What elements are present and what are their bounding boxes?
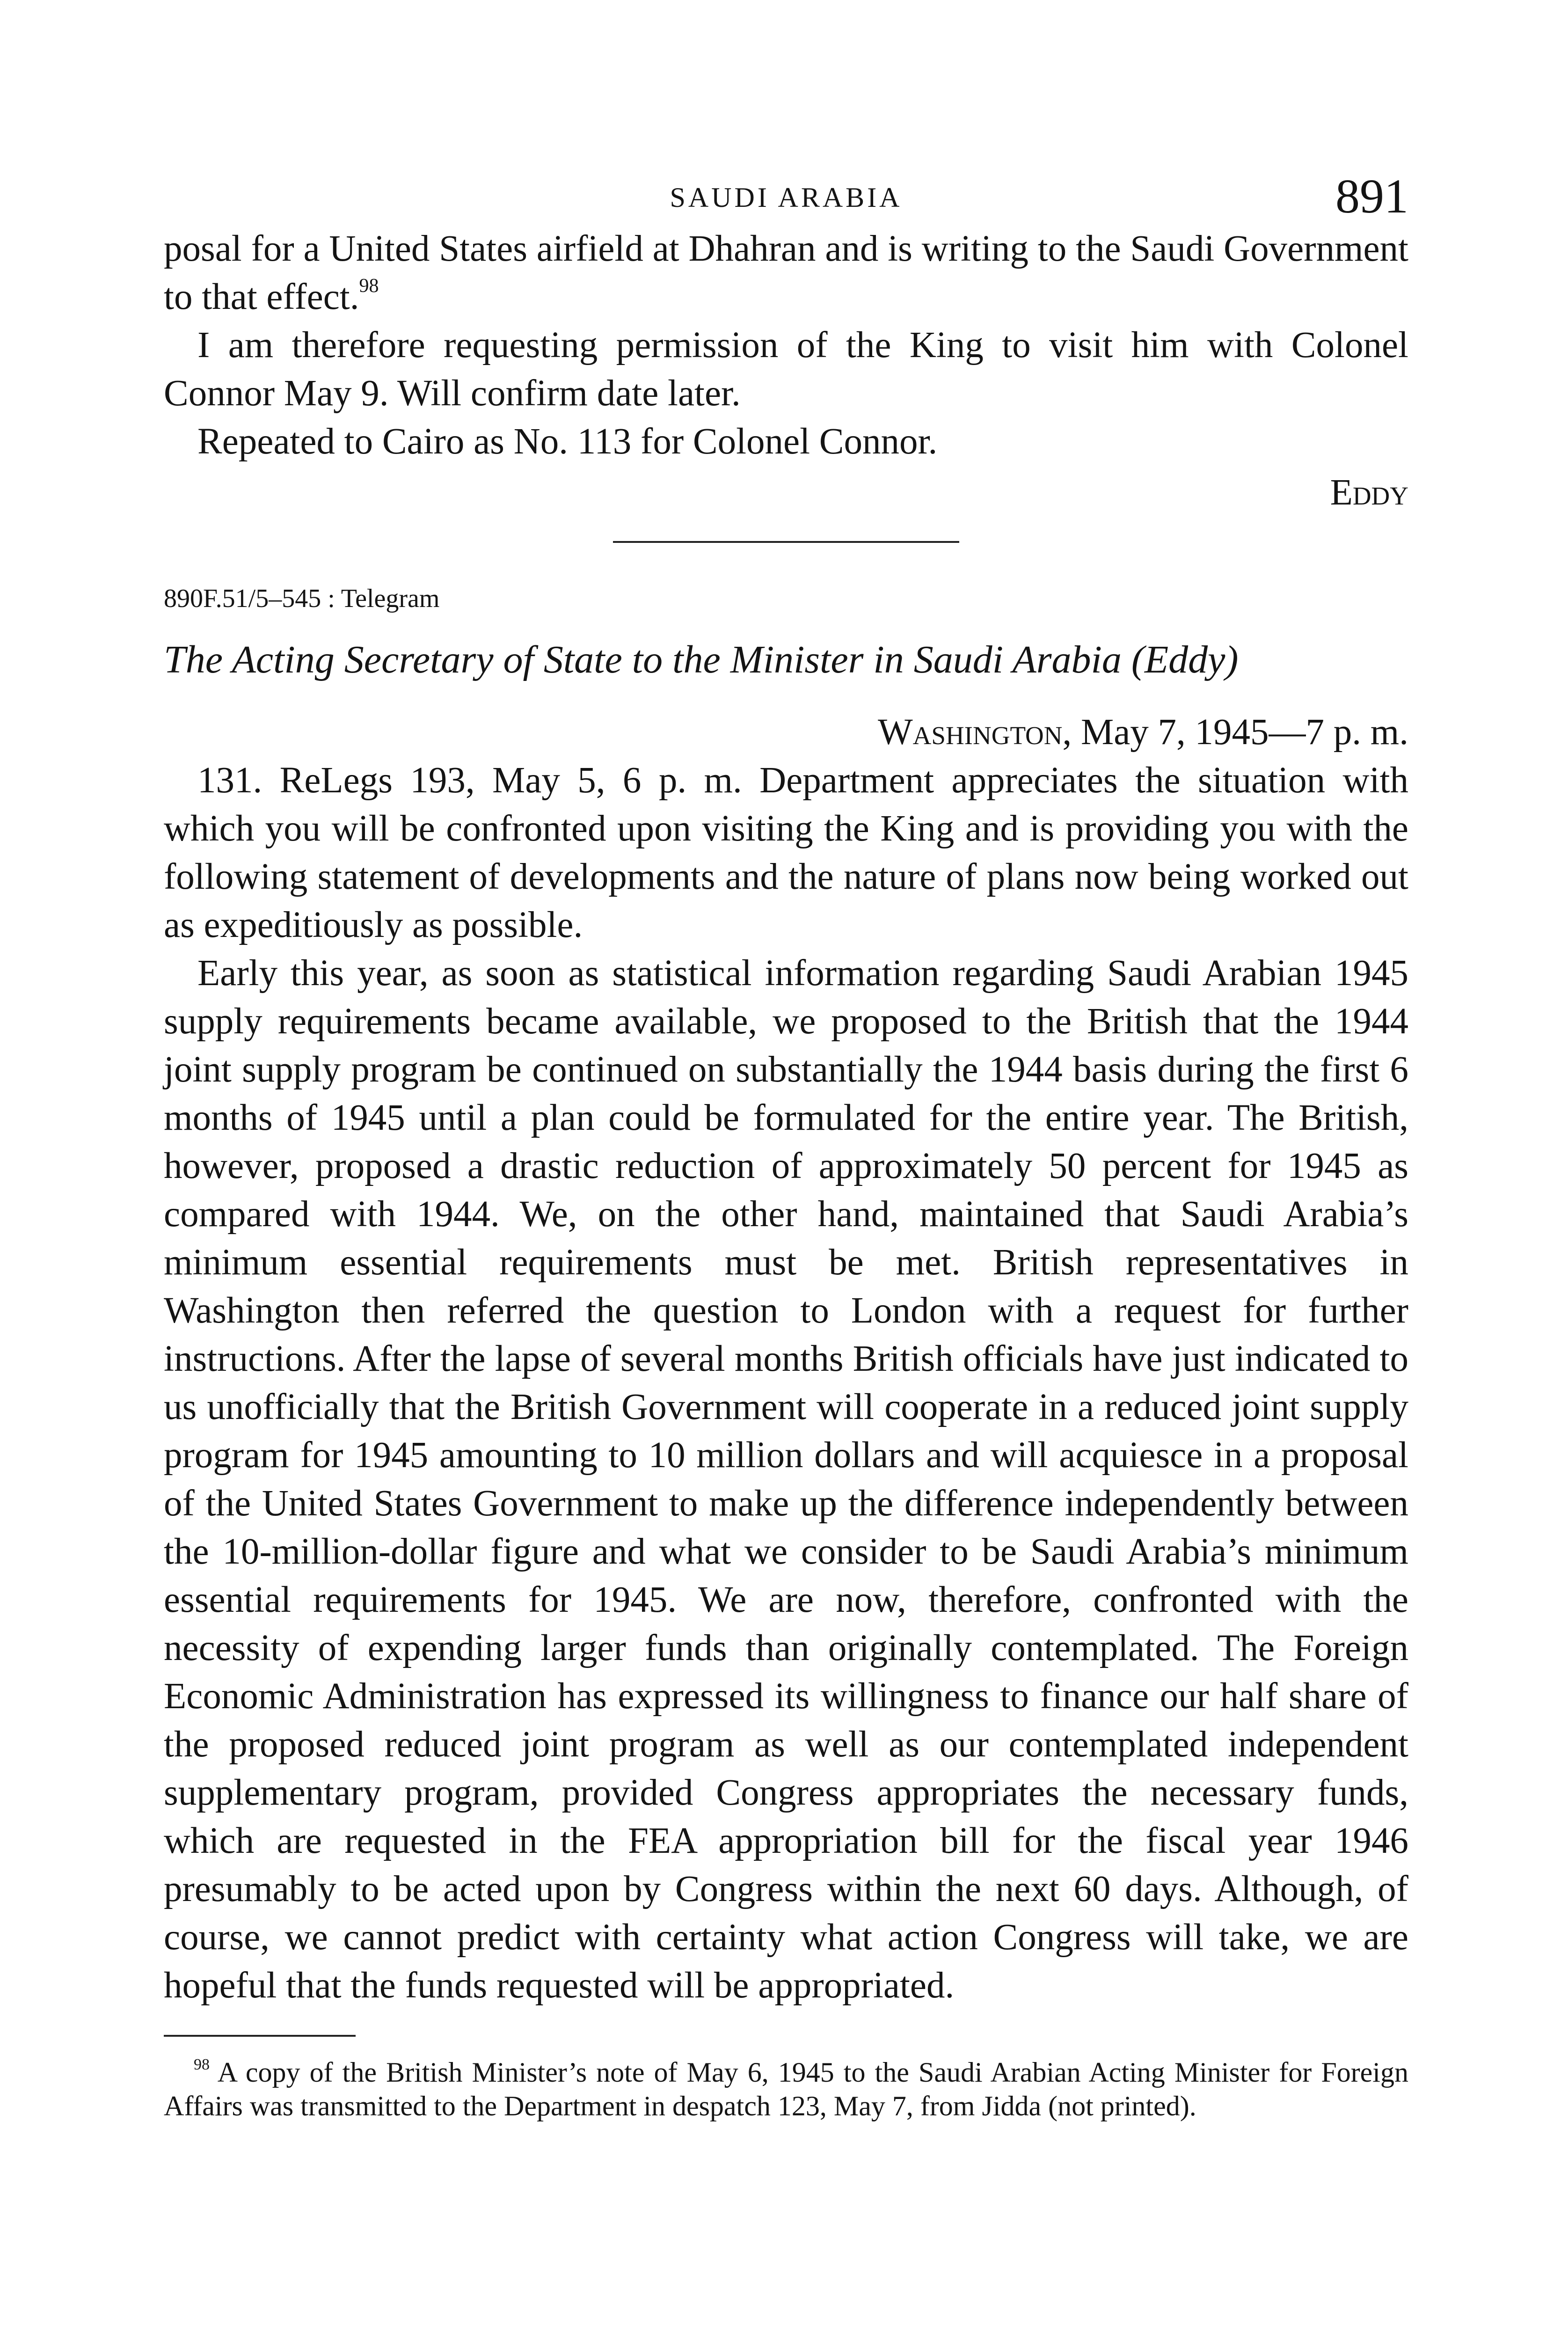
dateline-place: Washington, [878, 712, 1072, 753]
document-title [164, 636, 1408, 684]
signature: Eddy [1330, 472, 1408, 513]
running-header [164, 168, 1408, 225]
footnote-reference[interactable]: 98 [359, 275, 379, 297]
footnote-number: 98 [194, 2056, 210, 2073]
section-divider [613, 541, 959, 543]
footnote [164, 2055, 1408, 2123]
document-title-recipient: (Eddy) [1131, 638, 1239, 681]
continued-paragraph [164, 225, 1408, 321]
request-paragraph: I am therefore requesting permission of the King to visit him with Colonel Connor May 9. Will confirm date later. [164, 325, 1408, 414]
repeated-paragraph: Repeated to Cairo as No. 113 for Colonel Connor. [197, 421, 938, 462]
dateline-date: May 7, 1945—7 p. m. [1080, 712, 1408, 753]
telegram-paragraph-1: 131. ReLegs 193, May 5, 6 p. m. Department appreciates the situation with which you will be confronted upon visiting the King and is providing you with the following statement of developments and the nature of plans now being worked out as expeditiously as possible. [164, 760, 1408, 945]
continued-paragraph-text: posal for a United States airfield at Dhahran and is writing to the Saudi Government to that effect. [164, 228, 1408, 317]
telegram-paragraph-2: Early this year, as soon as statistical information regarding Saudi Arabian 1945 supply requirements became available, we proposed to the British that the 1944 joint supply program be continued on substantially the 1944 basis during the first 6 months of 1945 until a plan could be formulated for the entire year. The British, however, proposed a drastic reduction of approximately 50 percent for 1945 as compared with 1944. We, on the other hand, maintained that Saudi Arabia’s minimum essential requirements must be met. British representatives in Washington then referred the question to London with a request for further instructions. After the lapse of several months British officials have just indicated to us unofficially that the British Government will cooperate in a reduced joint supply program for 1945 amounting to 10 million dollars and will acquiesce in a proposal of the United States Government to make up the difference independently between the 10-million-dollar figure and what we consider to be Saudi Arabia’s minimum essential requirements for 1945. We are now, therefore, confronted with the necessity of expending larger funds than originally contemplated. The Foreign Economic Administration has expressed its willingness to finance our half share of the proposed reduced joint program as well as our contemplated independent supplementary program, provided Congress appropriates the necessary funds, which are requested in the FEA appropriation bill for the fiscal year 1946 presumably to be acted upon by Congress within the next 60 days. Although, of course, we cannot predict with certainty what action Congress will take, we are hopeful that the funds requested will be appropriated. [164, 953, 1408, 2006]
document-page [164, 168, 1408, 2123]
dateline [164, 708, 1408, 756]
footnote-text: A copy of the British Minister’s note of May 6, 1945 to the Saudi Arabian Acting Minister for Foreign Affairs was transmitted to the Department in despatch 123, May 7, from Jidda (not printed). [164, 2057, 1408, 2121]
document-title-main: The Acting Secretary of State to the Minister in Saudi Arabia [164, 638, 1122, 681]
file-reference: 890F.51/5–545 : Telegram [164, 584, 440, 613]
page-number: 891 [1335, 169, 1408, 223]
running-title: SAUDI ARABIA [670, 182, 903, 213]
footnote-divider [164, 2035, 356, 2037]
